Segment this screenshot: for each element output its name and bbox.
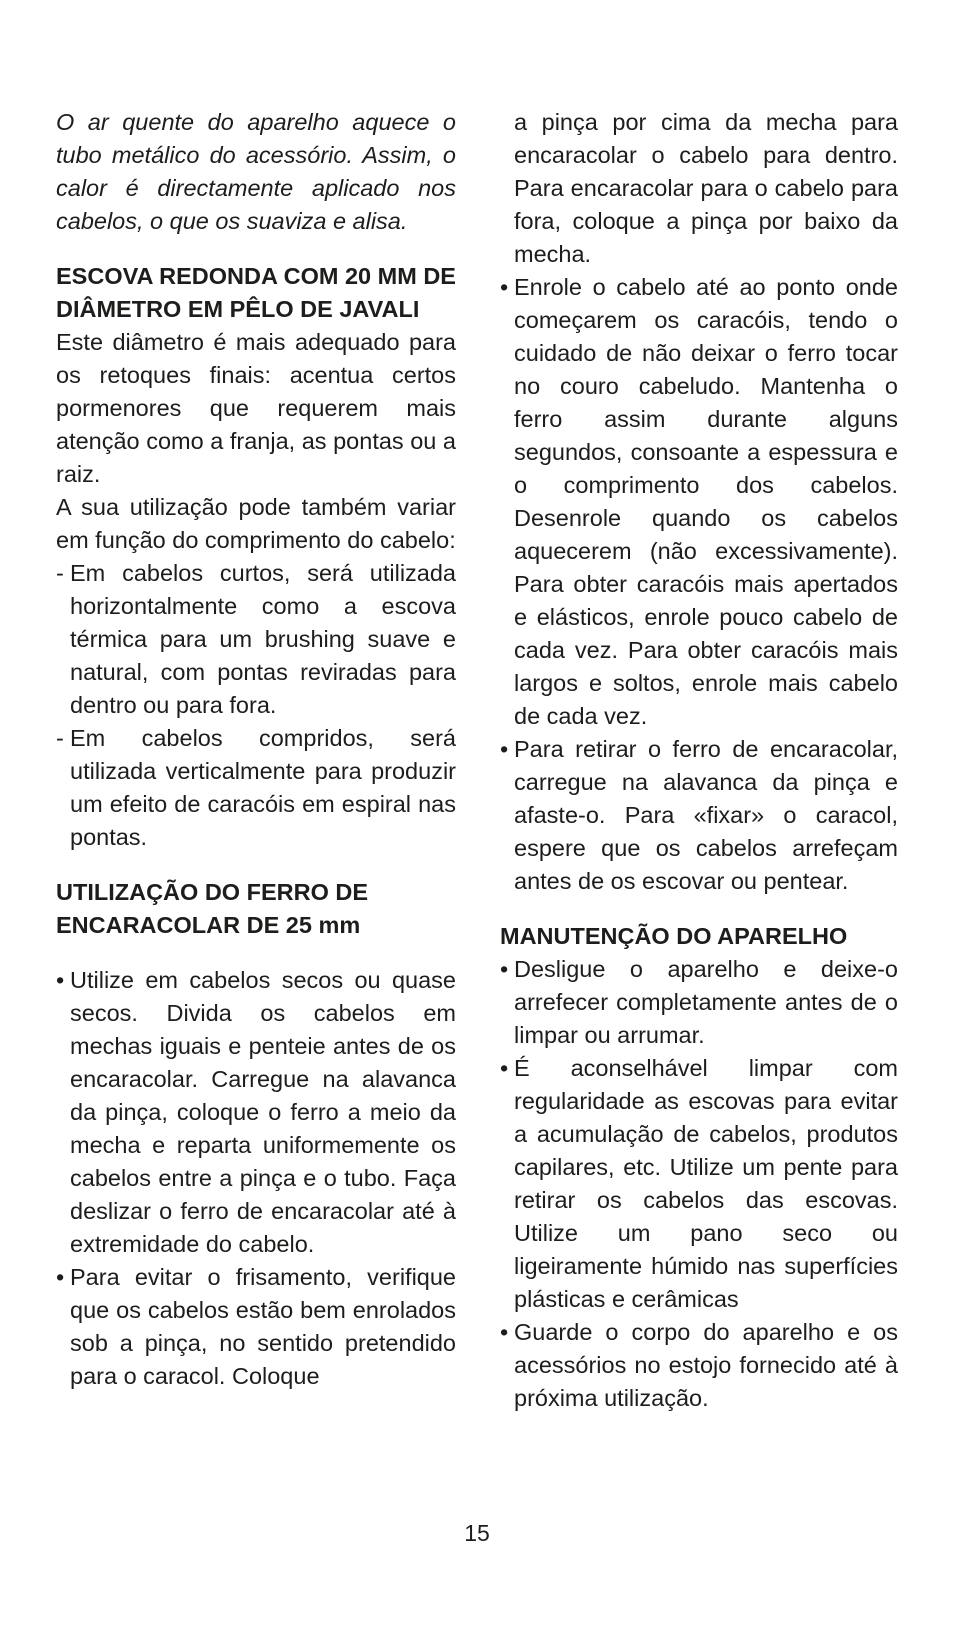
page-number: 15 bbox=[464, 1520, 490, 1546]
list-item bbox=[500, 953, 898, 1052]
list-item bbox=[500, 271, 898, 733]
intro-paragraph: O ar quente do aparelho aquece o tubo metálico do acessório. Assim, o calor é directamente aplicado nos cabelos, o que os suaviza e alisa. bbox=[56, 109, 456, 234]
list-item-text: É aconselhável limpar com regularidade as escovas para evitar a acumulação de cabelos, produtos capilares, etc. Utilize um pente para retirar os cabelos das escovas. Utilize um pano seco ou ligeiramente húmido nas superfícies plásticas e cerâmicas bbox=[514, 1055, 898, 1312]
dash-marker: - bbox=[56, 725, 64, 751]
curler-heading: UTILIZAÇÃO DO FERRO DE ENCARACOLAR DE 25 mm bbox=[56, 879, 369, 938]
left-column bbox=[56, 106, 456, 1393]
continued-paragraph: a pinça por cima da mecha para encaracolar o cabelo para dentro. Para encaracolar para o cabelo para fora, coloque a pinça por baixo da mecha. bbox=[514, 109, 898, 267]
list-item bbox=[56, 1261, 456, 1393]
list-item-text: Para retirar o ferro de encaracolar, carregue na alavanca da pinça e afaste-o. Para «fixar» o caracol, espere que os cabelos arrefeçam antes de os escovar ou pentear. bbox=[514, 736, 898, 894]
bullet-marker: • bbox=[500, 1055, 509, 1081]
brush-paragraph-1: Este diâmetro é mais adequado para os retoques finais: acentua certos pormenores que requerem mais atenção como a franja, as pontas ou a raiz. bbox=[56, 329, 456, 487]
dash-marker: - bbox=[56, 560, 64, 586]
list-item-text: Enrole o cabelo até ao ponto onde começarem os caracóis, tendo o cuidado de não deixar o ferro tocar no couro cabeludo. Mantenha o ferro assim durante alguns segundos, consoante a espessura e o comprimento dos cabelos. Desenrole quando os cabelos aquecerem (não excessivamente). Para obter caracóis mais apertados e elásticos, enrole pouco cabelo de cada vez. Para obter caracóis mais largos e soltos, enrole mais cabelo de cada vez. bbox=[514, 274, 898, 729]
brush-paragraph-2: A sua utilização pode também variar em função do comprimento do cabelo: bbox=[56, 494, 456, 553]
list-item-text: Guarde o corpo do aparelho e os acessórios no estojo fornecido até à próxima utilização. bbox=[514, 1319, 898, 1411]
list-item-text: Em cabelos curtos, será utilizada horizontalmente como a escova térmica para um brushing suave e natural, com pontas reviradas para dentro ou para fora. bbox=[70, 560, 456, 718]
bullet-marker: • bbox=[500, 1319, 509, 1345]
brush-heading: ESCOVA REDONDA COM 20 MM DE DIÂMETRO EM PÊLO DE JAVALI bbox=[56, 263, 456, 322]
list-item bbox=[500, 1316, 898, 1415]
bullet-marker: • bbox=[500, 274, 509, 300]
list-item-text: Em cabelos compridos, será utilizada verticalmente para produzir um efeito de caracóis em espiral nas pontas. bbox=[70, 725, 456, 850]
bullet-marker: • bbox=[56, 967, 65, 993]
list-item bbox=[500, 1052, 898, 1316]
maintenance-heading: MANUTENÇÃO DO APARELHO bbox=[500, 923, 848, 949]
bullet-marker: • bbox=[56, 1264, 65, 1290]
list-item bbox=[56, 964, 456, 1261]
list-item bbox=[56, 722, 456, 854]
list-item bbox=[56, 557, 456, 722]
list-item-text: Desligue o aparelho e deixe-o arrefecer completamente antes de o limpar ou arrumar. bbox=[514, 956, 898, 1048]
list-item bbox=[500, 733, 898, 898]
list-item-text: Para evitar o frisamento, verifique que os cabelos estão bem enrolados sob a pinça, no sentido pretendido para o caracol. Coloque bbox=[70, 1264, 456, 1389]
right-column bbox=[500, 106, 898, 1415]
list-item-text: Utilize em cabelos secos ou quase secos. Divida os cabelos em mechas iguais e penteie antes de os encaracolar. Carregue na alavanca da pinça, coloque o ferro a meio da mecha e reparta uniformemente os cabelos entre a pinça e o tubo. Faça deslizar o ferro de encaracolar até à extremidade do cabelo. bbox=[70, 967, 456, 1257]
bullet-marker: • bbox=[500, 736, 509, 762]
bullet-marker: • bbox=[500, 956, 509, 982]
